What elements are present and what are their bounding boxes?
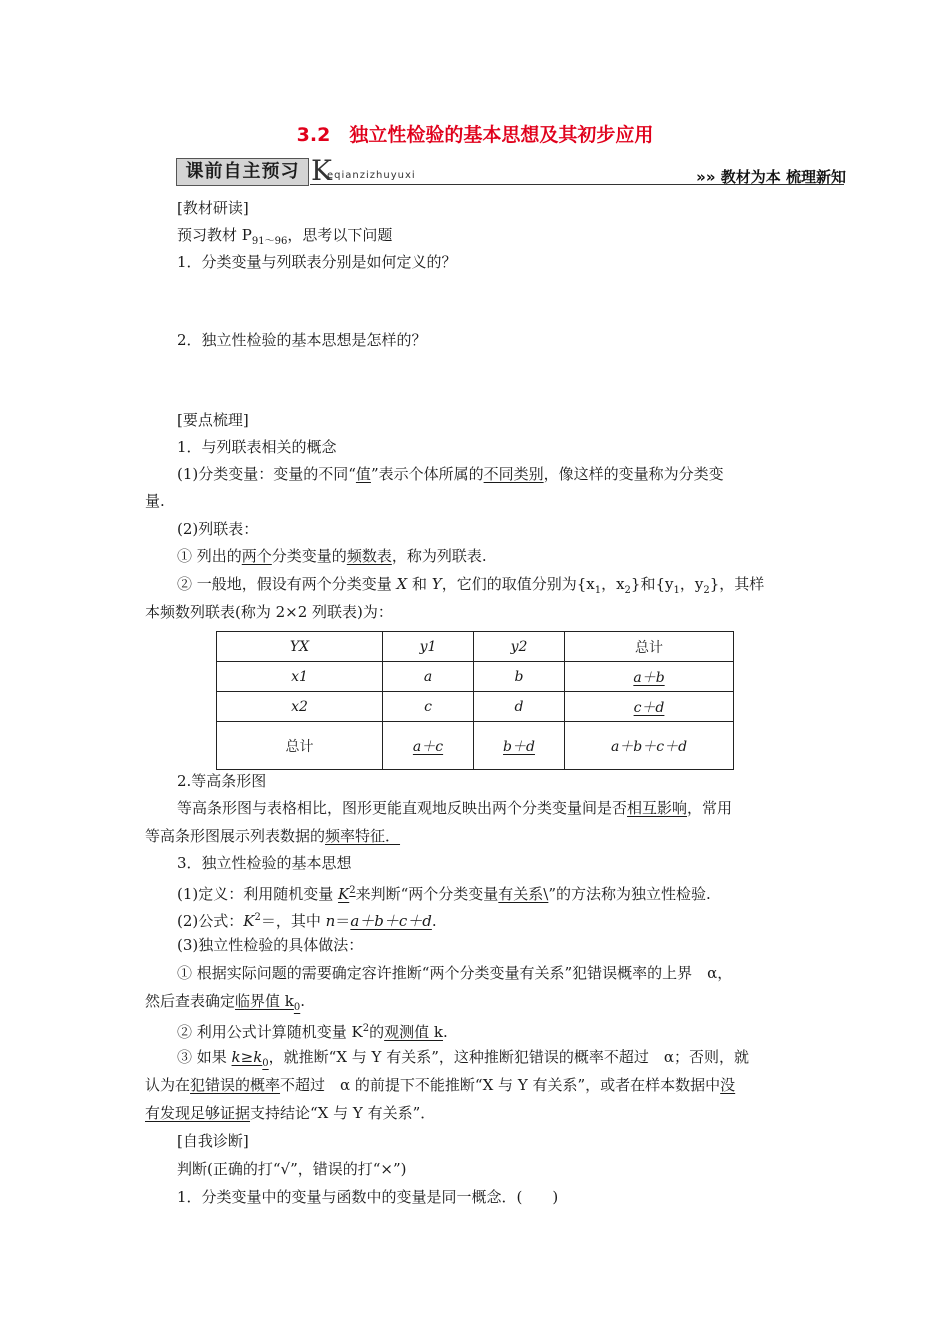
fill-blank: 两个 — [241, 547, 272, 565]
table-cell: b — [474, 662, 565, 692]
point-2-text — [177, 798, 732, 818]
fill-blank: a＋b＋c＋d — [350, 912, 432, 930]
fill-blank: c＋d — [633, 699, 665, 716]
text: }和{y — [630, 575, 674, 593]
text: }，其样 — [709, 575, 765, 593]
point-3-3-c-cont — [145, 1075, 735, 1095]
heading-textbook-study: [教材研读] — [177, 199, 249, 217]
contingency-table — [216, 631, 734, 770]
text: 然后查表确定 — [145, 992, 236, 1010]
point-3-3: (3)独立性检验的具体做法： — [177, 936, 364, 954]
judge-instruction: 判断(正确的打“√”，错误的打“×”) — [177, 1160, 407, 1178]
table-cell — [383, 722, 474, 770]
question-2: 2．独立性检验的基本思想是怎样的？ — [177, 331, 427, 349]
text: 来判断“两个分类变量 — [355, 885, 499, 903]
text: (1)定义：利用随机变量 — [177, 885, 339, 903]
text: 等高条形图与表格相比，图形更能直观地反映出两个分类变量间是否 — [177, 799, 628, 817]
table-header-row — [217, 632, 734, 662]
judge-item-1: 1．分类变量中的变量与函数中的变量是同一概念．( ) — [177, 1188, 559, 1206]
text: (1)分类变量：变量的不同“ — [177, 465, 356, 483]
text: ，称为列联表. — [391, 547, 487, 565]
point-1-2-a — [177, 546, 487, 566]
preview-pages: 91～96 — [251, 236, 288, 247]
table-cell: c — [383, 692, 474, 722]
text: ③ 如果 — [177, 1048, 232, 1066]
banner-slogan: »» 教材为本 梳理新知 — [696, 168, 846, 186]
text: ，x — [601, 575, 625, 593]
fill-blank: 相互影响 — [627, 799, 688, 817]
point-1-2-b: ② 一般地，假设有两个分类变量 X 和 Y，它们的取值分别为{$x_1$，$x_2$}和{$y_1$，$y_2$}，其样 — [177, 575, 765, 596]
text: . — [300, 992, 306, 1010]
banner-k-letter: K — [311, 154, 332, 187]
point-3-3-a: ① 根据实际问题的需要确定容许推断“两个分类变量有关系”犯错误概率的上界 α， — [177, 964, 733, 982]
preview-instruction — [177, 225, 392, 252]
table-cell — [565, 662, 734, 692]
table-cell: y1 — [383, 632, 474, 662]
fill-blank: 观测值 k — [384, 1023, 443, 1041]
fill-blank: 犯错误的概率 — [190, 1076, 281, 1094]
table-cell: YX — [217, 632, 383, 662]
fill-blank: 没 — [720, 1076, 736, 1094]
table-cell: a＋b＋c＋d — [565, 722, 734, 770]
text: 等高条形图展示列表数据的 — [145, 827, 326, 845]
point-3-3-c-cont2 — [145, 1103, 435, 1123]
page-title: 3.2 独立性检验的基本思想及其初步应用 — [296, 124, 654, 146]
point-1-heading: 1．与列联表相关的概念 — [177, 438, 337, 456]
question-1: 1．分类变量与列联表分别是如何定义的？ — [177, 253, 457, 271]
heading-self-check: [自我诊断] — [177, 1132, 249, 1150]
var: K — [338, 885, 350, 903]
fill-blank: a＋b — [633, 669, 665, 686]
table-cell: 总计 — [565, 632, 734, 662]
text: ”表示个体所属的 — [370, 465, 484, 483]
text: . — [443, 1023, 448, 1041]
fill-blank: b＋d — [503, 738, 535, 755]
fill-blank: 临界值 k — [235, 992, 294, 1010]
table-cell — [565, 692, 734, 722]
table-cell: y2 — [474, 632, 565, 662]
point-3-heading: 3．独立性检验的基本思想 — [177, 854, 352, 872]
text: ，y — [679, 575, 704, 593]
var: K — [243, 912, 255, 930]
text: 的 — [369, 1023, 385, 1041]
preview-text: 预习教材 P — [177, 226, 252, 244]
point-3-3-b: ② 利用公式计算随机变量 $K^2$的观测值 k. — [177, 1023, 448, 1041]
table-cell — [474, 722, 565, 770]
var: Y — [431, 575, 442, 593]
var: n — [325, 912, 336, 930]
text: (2)公式： — [177, 912, 244, 930]
point-2-text-cont — [145, 826, 400, 846]
heading-key-points: [要点梳理] — [177, 411, 249, 429]
fill-blank: 值 — [355, 465, 371, 483]
text: ＝ — [335, 912, 351, 930]
point-3-2: (2)公式：$K^2=$，其中 n＝a＋b＋c＋d. — [177, 912, 437, 930]
fill-blank: a＋c — [412, 738, 444, 755]
text: 不超过 α 的前提下不能推断“X 与 Y 有关系”，或者在样本数据中 — [280, 1076, 721, 1094]
text: 分类变量的 — [271, 547, 347, 565]
point-2-heading: 2.等高条形图 — [177, 772, 267, 790]
text: ＝，其中 — [260, 912, 326, 930]
banner-pinyin: eqianzizhuyuxi — [327, 170, 416, 181]
text: 认为在 — [145, 1076, 191, 1094]
text: ① 列出的 — [177, 547, 242, 565]
point-3-3-a-cont: 然后查表确定临界值 $k_0$. — [145, 992, 306, 1013]
fill-blank: 不同类别 — [483, 465, 544, 483]
point-3-1: (1)定义：利用随机变量 $K^2$来判断“两个分类变量有关系\”的方法称为独立性检验. — [177, 885, 711, 903]
preview-text-end: ，思考以下问题 — [287, 226, 393, 244]
table-cell: 总计 — [217, 722, 383, 770]
text: ，就推断“X 与 Y 有关系”，这种推断犯错误的概率不超过 α；否则，就 — [268, 1048, 750, 1066]
text: ，像这样的变量称为分类变 — [543, 465, 724, 483]
point-3-3-c: ③ 如果 $k\ge k_0$，就推断“X 与 Y 有关系”，这种推断犯错误的概率不超过 α；否则，就 — [177, 1048, 750, 1069]
table-cell: a — [383, 662, 474, 692]
fill-blank: k≥k — [231, 1048, 263, 1066]
section-banner — [174, 154, 850, 190]
table-total-row — [217, 722, 734, 770]
table-row — [217, 662, 734, 692]
fill-blank: 频率特征． — [325, 827, 401, 845]
point-1-2: (2)列联表： — [177, 520, 259, 538]
text: 支持结论“X 与 Y 有关系”． — [250, 1104, 436, 1122]
fill-blank: 频数表 — [346, 547, 392, 565]
var: X — [396, 575, 408, 593]
text: ② 一般地，假设有两个分类变量 — [177, 575, 397, 593]
text: . — [431, 912, 437, 930]
table-cell: x1 — [217, 662, 383, 692]
table-row — [217, 692, 734, 722]
fill-blank: 有发现足够证据 — [145, 1104, 251, 1122]
table-cell: d — [474, 692, 565, 722]
point-1-1-cont: 量. — [145, 492, 165, 510]
point-1-2-b-cont: 本频数列联表(称为 2×2 列联表)为： — [145, 603, 393, 621]
text: ”的方法称为独立性检验. — [548, 885, 711, 903]
table-cell: x2 — [217, 692, 383, 722]
point-1-1 — [177, 464, 724, 484]
text: ，它们的取值分别为{x — [441, 575, 595, 593]
fill-blank: 有关系\ — [498, 885, 549, 903]
text: 和 — [407, 575, 432, 593]
text: ，常用 — [687, 799, 733, 817]
text: ② 利用公式计算随机变量 K — [177, 1023, 363, 1041]
banner-label: 课前自主预习 — [176, 158, 309, 186]
